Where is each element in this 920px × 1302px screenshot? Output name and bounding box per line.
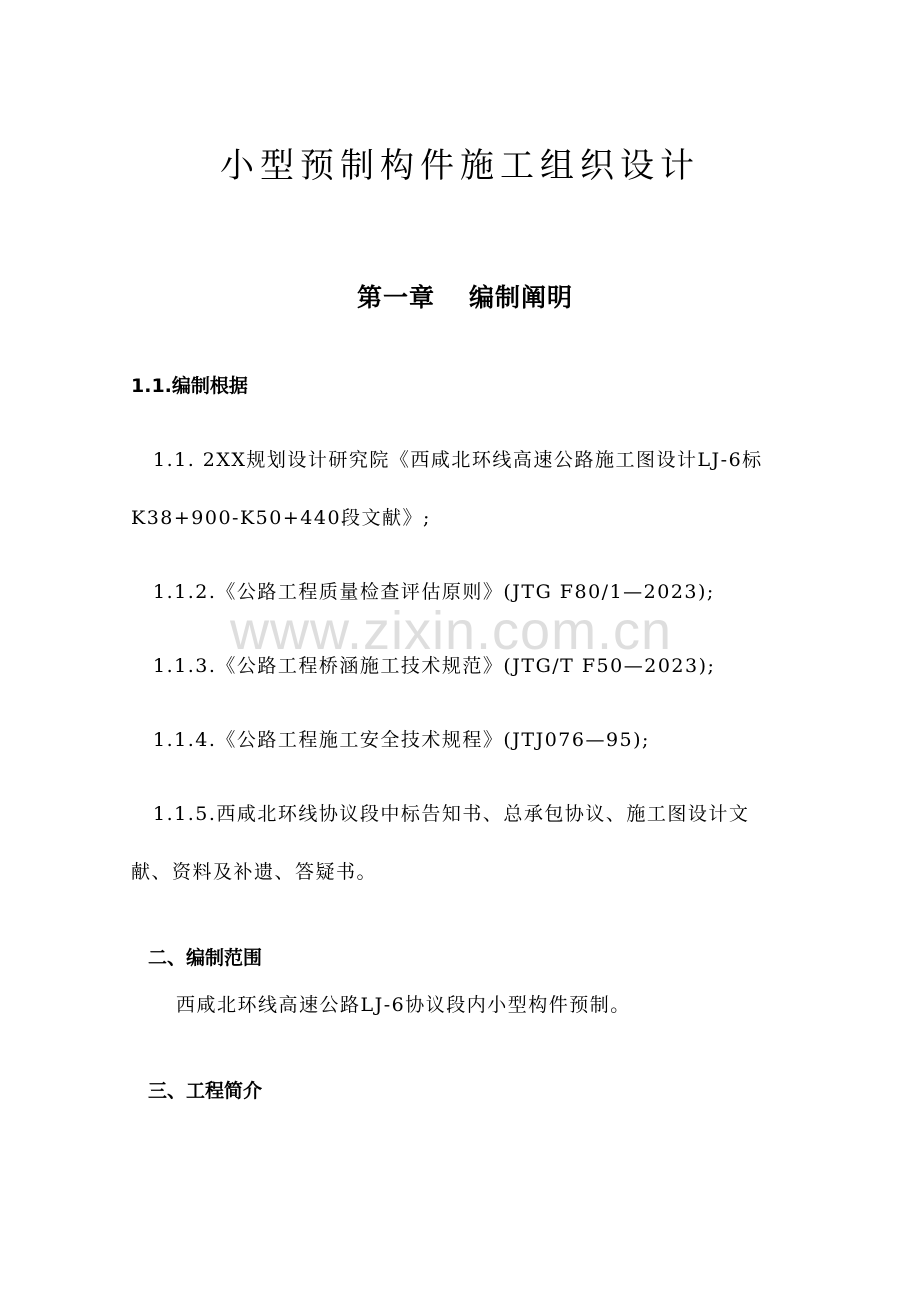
section-heading-basis: 1.1.编制根据 (131, 375, 248, 397)
basis-item-4: 1.1.4.《公路工程施工安全技术规程》(JTJ076—95); (153, 729, 650, 751)
basis-item-3: 1.1.3.《公路工程桥涵施工技术规范》(JTG/T F50—2023); (153, 655, 716, 677)
scope-text: 西咸北环线高速公路LJ-6协议段内小型构件预制。 (176, 994, 631, 1016)
basis-item-1-line-1: 1.1. 2XX规划设计研究院《西咸北环线高速公路施工图设计LJ-6标 (153, 449, 763, 471)
chapter-heading (0, 278, 920, 314)
section-heading-overview: 三、工程简介 (148, 1080, 263, 1102)
basis-item-5-line-1: 1.1.5.西咸北环线协议段中标告知书、总承包协议、施工图设计文 (153, 803, 750, 825)
chapter-number: 第一章 (356, 283, 435, 312)
basis-item-1-line-2: K38+900-K50+440段文献》; (131, 507, 431, 529)
watermark: www.zixin.com.cn (230, 601, 673, 661)
document-title: 小型预制构件施工组织设计 (220, 146, 700, 186)
basis-item-5-line-2: 献、资料及补遗、答疑书。 (131, 861, 378, 883)
chapter-name: 编制阐明 (469, 283, 574, 312)
section-heading-scope: 二、编制范围 (148, 947, 263, 969)
basis-item-2: 1.1.2.《公路工程质量检查评估原则》(JTG F80/1—2023); (153, 581, 715, 603)
